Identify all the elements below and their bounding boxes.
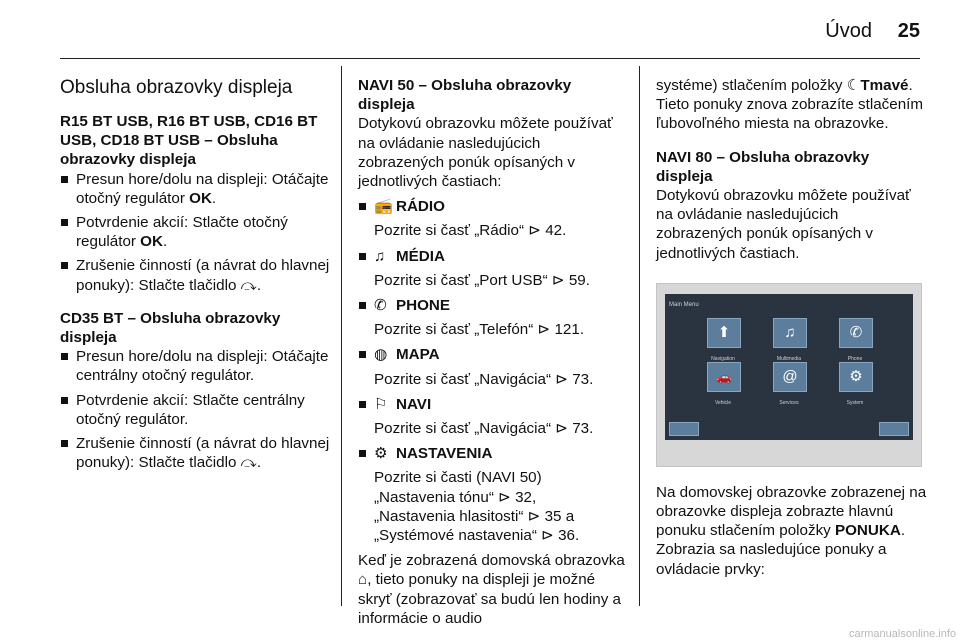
phone-icon: ✆	[374, 297, 387, 315]
settings-ref-2: „Nastavenia tónu“ ⊳ 32,	[374, 488, 537, 506]
menu-item-navi	[358, 395, 630, 414]
home-icon: ⌂	[358, 571, 368, 589]
bullet-square-icon	[359, 203, 366, 210]
page-header	[0, 20, 960, 44]
navigation-arrow-icon: ⬆	[707, 318, 741, 348]
car-icon: 🚗	[707, 362, 741, 392]
menu-item-phone	[358, 296, 630, 315]
punct: .	[256, 454, 262, 472]
page-number: 25	[897, 20, 920, 42]
item-ref: Pozrite si časť „Navigácia“ ⊳ 73.	[374, 420, 594, 438]
column-divider-1	[341, 66, 342, 606]
ok-label: OK	[140, 233, 163, 251]
bullet-text: Potvrdenie akcií: Stlačte centrálny otočný regulátor.	[76, 391, 305, 428]
ref-arrow-icon: ⊳	[541, 527, 554, 545]
moon-icon: ☾	[846, 77, 861, 94]
dark-label: Tmavé	[860, 77, 909, 94]
home-screen-paragraph: Keď je zobrazená domovská obrazovka ⌂, tieto ponuky na displeji je možné skryť (zobrazovať sa budú len hodiny a informácie o audio	[358, 552, 625, 627]
bullet-square-icon	[61, 262, 68, 269]
item-ref: Pozrite si časť „Navigácia“ ⊳ 73.	[374, 370, 594, 388]
section-title: Úvod	[825, 20, 872, 42]
bullet-square-icon	[359, 450, 366, 457]
bullet-text: Presun hore/dolu na displeji: Otáčajte otočný regulátor	[76, 170, 329, 207]
bullet-scroll-cd35	[60, 347, 332, 385]
bullet-text: Potvrdenie akcií: Stlačte otočný regulátor	[76, 214, 288, 251]
settings-ref-1: Pozrite si časti (NAVI 50)	[374, 469, 542, 487]
main-menu-screen	[665, 294, 913, 440]
bullet-cancel	[60, 256, 332, 294]
subheading-cd35: CD35 BT – Obsluha obrazovky displeja	[60, 309, 281, 347]
bullet-confirm-cd35	[60, 391, 332, 429]
ref-arrow-icon: ⊳	[498, 488, 511, 506]
globe-icon: ◍	[374, 346, 388, 364]
bullet-square-icon	[61, 440, 68, 447]
subheading-navi80: NAVI 80 – Obsluha obrazovky displeja	[656, 148, 870, 185]
watermark: carmanualsonline.info	[848, 628, 956, 640]
bullet-cancel-cd35	[60, 434, 332, 472]
column-2	[358, 76, 630, 628]
bullet-square-icon	[61, 397, 68, 404]
flag-icon: ⚐	[374, 395, 388, 413]
bullet-text: Zrušenie činností (a návrat do hlavnej ponuky): Stlačte tlačidlo	[76, 435, 330, 472]
item-label: NAVI	[396, 395, 432, 413]
bullet-scroll	[60, 170, 332, 208]
bullet-text: Zrušenie činností (a návrat do hlavnej ponuky): Stlačte tlačidlo	[76, 257, 330, 294]
screen-options-button	[879, 422, 909, 436]
tile-label-system: System	[846, 399, 864, 406]
navi80-screen-image	[656, 283, 922, 467]
screen-title: Main Menu	[669, 301, 699, 308]
system-gear-icon: ⚙	[839, 362, 873, 392]
gear-icon: ⚙	[374, 445, 388, 463]
ref-arrow-icon: ⊳	[551, 271, 565, 289]
phone-icon: ✆	[839, 318, 873, 348]
back-icon: ⤼	[240, 454, 257, 472]
column-1	[60, 76, 332, 472]
bullet-square-icon	[61, 219, 68, 226]
tile-label-phone: Phone	[847, 355, 863, 362]
item-ref: Pozrite si časť „Port USB“ ⊳ 59.	[374, 271, 590, 289]
ref-arrow-icon: ⊳	[528, 222, 541, 240]
menu-label: PONUKA	[834, 522, 901, 540]
bullet-square-icon	[359, 253, 366, 260]
item-label: PHONE	[396, 297, 451, 315]
section-heading: Obsluha obrazovky displeja	[60, 77, 293, 98]
ok-label: OK	[189, 189, 212, 207]
column-3	[656, 76, 928, 579]
item-label: MÉDIA	[396, 247, 445, 265]
bullet-square-icon	[359, 401, 366, 408]
item-label: RÁDIO	[396, 198, 445, 216]
radio-icon: 📻	[374, 198, 393, 216]
bullet-square-icon	[61, 176, 68, 183]
bullet-confirm	[60, 213, 332, 251]
bullet-square-icon	[61, 353, 68, 360]
continued-paragraph: systéme) stlačením položky ☾Tmavé. Tieto ponuky znova zobrazíte stlačením ľubovoľného miesta na obrazovke.	[656, 77, 924, 133]
ref-arrow-icon: ⊳	[555, 370, 568, 388]
menu-item-settings	[358, 444, 630, 463]
subheading-navi50: NAVI 50 – Obsluha obrazovky displeja	[358, 77, 572, 114]
column-divider-2	[639, 66, 640, 606]
ref-arrow-icon: ⊳	[555, 420, 568, 438]
tile-label-vehicle: Vehicle	[714, 399, 732, 406]
ref-arrow-icon: ⊳	[537, 321, 551, 339]
menu-item-media	[358, 247, 630, 266]
screen-back-button	[669, 422, 699, 436]
item-label: NASTAVENIA	[396, 445, 493, 463]
back-icon: ⤼	[240, 276, 257, 294]
navi80-home-paragraph: Na domovskej obrazovke zobrazenej na obrazovke displeja zobrazte hlavnú ponuku stlačením položky PONUKA. Zobrazia sa nasledujúce ponuky a ovládacie prvky:	[656, 483, 927, 578]
navi80-intro: Dotykovú obrazovku môžete používať na ovládanie nasledujúcich zobrazených ponúk opísaných v jednotlivých častiach.	[656, 187, 911, 262]
music-note-icon: ♫	[374, 247, 386, 265]
item-ref: Pozrite si časť „Telefón“ ⊳ 121.	[374, 321, 585, 339]
bullet-square-icon	[359, 351, 366, 358]
settings-ref-4: „Systémové nastavenia“ ⊳ 36.	[374, 527, 580, 545]
item-ref: Pozrite si časť „Rádio“ ⊳ 42.	[374, 222, 567, 240]
menu-item-radio	[358, 197, 630, 216]
punct: .	[162, 233, 168, 251]
bullet-text: Presun hore/dolu na displeji: Otáčajte centrálny otočný regulátor.	[76, 348, 329, 385]
bullet-square-icon	[359, 302, 366, 309]
ref-arrow-icon: ⊳	[527, 507, 541, 525]
settings-ref-3: „Nastavenia hlasitosti“ ⊳ 35 a	[374, 507, 575, 525]
item-label: MAPA	[396, 346, 440, 364]
tile-label-services: Services	[779, 399, 799, 406]
navi50-intro: Dotykovú obrazovku môžete používať na ovládanie nasledujúcich zobrazených ponúk opísaných v jednotlivých častiach:	[358, 115, 613, 191]
tile-label-navigation: Navigation	[711, 355, 735, 362]
subheading-r15: R15 BT USB, R16 BT USB, CD16 BT USB, CD18 BT USB – Obsluha obrazovky displeja	[60, 113, 318, 169]
punct: .	[256, 276, 262, 294]
multimedia-note-icon: ♫	[773, 318, 807, 348]
header-rule	[60, 58, 920, 59]
punct: .	[211, 189, 217, 207]
at-sign-icon: @	[773, 362, 807, 392]
menu-item-map	[358, 345, 630, 364]
tile-label-multimedia: Multimedia	[776, 355, 802, 362]
